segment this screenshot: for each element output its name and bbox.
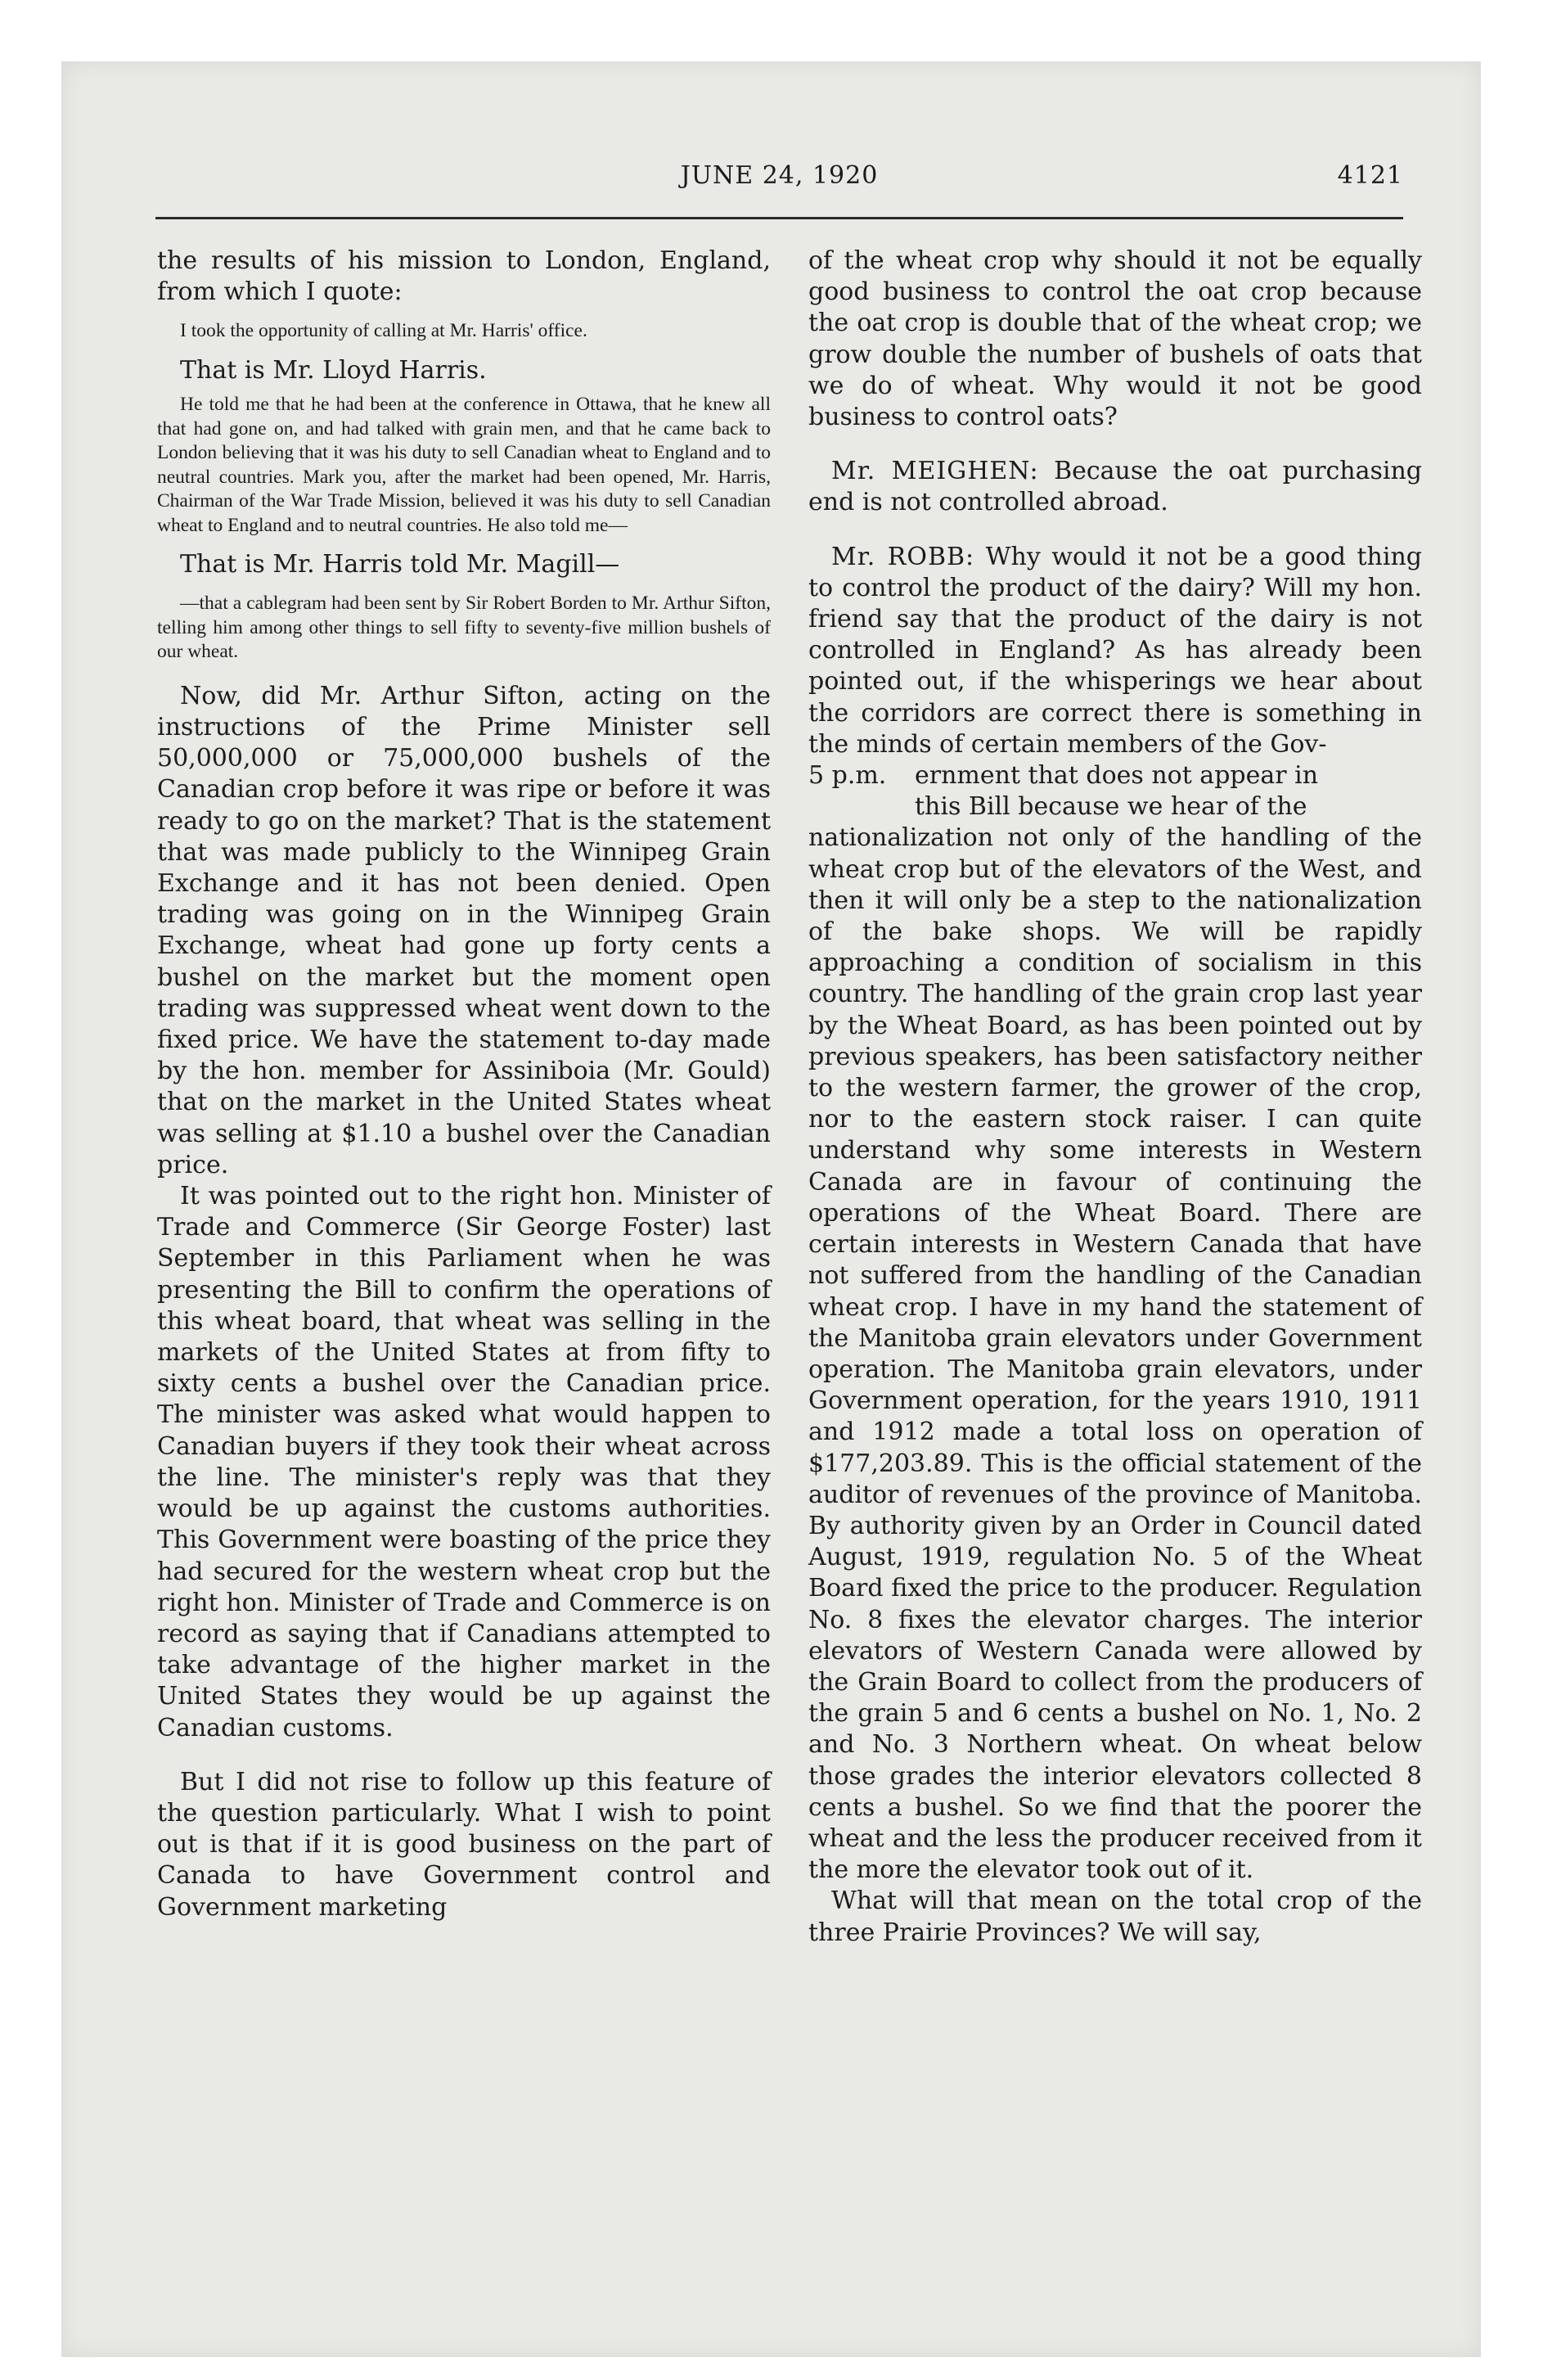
right-column <box>808 246 1422 1949</box>
quotation: I took the opportunity of calling at Mr. Harris' office. <box>180 320 587 342</box>
paragraph: It was pointed out to the right hon. Minister of Trade and Commerce (Sir George Foster) last September in this Parliament when he was presenting the Bill to confirm the operations of this wheat board, that wheat was selling in the markets of the United States at from fifty to sixty cents a bushel over the Canadian price. The minister was asked what would happen to Canadian buyers if they took their wheat across the line. The minister's reply was that they would be up against the customs authorities. This Government were boasting of the price they had secured for the western wheat crop but the right hon. Minister of Trade and Commerce is on record as saying that if Canadians attempted to take advantage of the higher market in the United States they would be up against the Canadian customs. <box>157 1182 771 1742</box>
speech-text: nationalization not only of the handling of the wheat crop but of the elevators of the West, and then it will only be a step to the nationalization of the bake shops. We will be rapidly approaching a condition of socialism in this country. The handling of the grain crop last year by the Wheat Board, as has been pointed out by previous speakers, has been satisfactory neither to the western farmer, the grower of the crop, nor to the eastern stock raiser. I can quite understand why some interests in Western Canada are in favour of continuing the operations of the Wheat Board. There are certain interests in Western Canada that have not suffered from the handling of the Canadian wheat crop. I have in my hand the statement of the Manitoba grain elevators under Government operation. The Manitoba grain elevators, under Government operation, for the years 1910, 1911 and 1912 made a total loss on operation of $177,203.89. This is the official statement of the auditor of revenues of the province of Manitoba. By authority given by an Order in Council dated August, 1919, regulation No. 5 of the Wheat Board fixed the price to the producer. Regulation No. 8 fixes the elevator charges. The interior elevators of Western Canada were allowed by the Grain Board to collect from the producers of the grain 5 and 6 cents a bushel on No. 1, No. 2 and No. 3 Northern wheat. On wheat below those grades the interior elevators collected 8 cents a bushel. So we find that the poorer the wheat and the less the producer received from it the more the elevator took out of it. <box>808 823 1422 1885</box>
text-line: this Bill because we hear of the <box>915 792 1307 822</box>
paragraph: Now, did Mr. Arthur Sifton, acting on the instructions of the Prime Minister sell 50,000,000 or 75,000,000 bushels of the Canadian crop before it was ripe or before it was ready to go on the market? That is the statement that was made publicly to the Winnipeg Grain Exchange and it has not been denied. Open trading was going on in the Winnipeg Grain Exchange, wheat had gone up forty cents a bushel on the market but the moment open trading was suppressed wheat went down to the fixed price. We have the statement to-day made by the hon. member for Assiniboia (Mr. Gould) that on the market in the United States wheat was selling at $1.10 a bushel over the Canadian price. <box>157 681 771 1179</box>
speaker-name: Mr. MEIGHEN: <box>831 457 1039 486</box>
quotation: —that a cablegram had been sent by Sir Robert Borden to Mr. Arthur Sifton, telling him among other things to sell fifty to seventy-five million bushels of our wheat. <box>157 593 771 663</box>
paragraph: That is Mr. Lloyd Harris. <box>180 355 487 385</box>
speech <box>808 542 1422 760</box>
quotation: He told me that he had been at the conference in Ottawa, that he knew all that had gone on, and had talked with grain men, and that he came back to London believing that it was his duty to sell Canadian wheat to England and to neutral countries. Mark you, after the market had been opened, Mr. Harris, Chairman of the War Trade Mission, believed it was his duty to sell Canadian wheat to England and to neutral countries. He also told me— <box>157 394 771 536</box>
text-line: ernment that does not appear in <box>915 761 1319 791</box>
time-margin-note: 5 p.m. <box>808 761 887 791</box>
speech <box>808 456 1422 518</box>
paragraph: But I did not rise to follow up this feature of the question particularly. What I wish to point out is that if it is good business on the part of Canada to have Government control and Government marketing <box>157 1767 771 1922</box>
page-header <box>155 161 1403 210</box>
page-number: 4121 <box>1337 161 1403 190</box>
header-date: JUNE 24, 1920 <box>680 161 879 190</box>
paragraph: the results of his mission to London, England, from which I quote: <box>157 246 771 307</box>
left-column <box>157 246 771 1923</box>
paragraph: of the wheat crop why should it not be equally good business to control the oat crop because the oat crop is double that of the wheat crop; we grow double the number of bushels of oats that we do of wheat. Why would it not be good business to control oats? <box>808 246 1422 432</box>
speech-text <box>915 760 1422 823</box>
margin-note-row <box>808 760 1422 823</box>
speech-text: Because the oat purchasing end is not controlled abroad. <box>808 457 1422 517</box>
paragraph: What will that mean on the total crop of the three Prairie Provinces? We will say, <box>808 1886 1422 1947</box>
paragraph: That is Mr. Harris told Mr. Magill— <box>180 550 620 579</box>
speaker-name: Mr. ROBB: <box>831 542 975 571</box>
speech-text: Why would it not be a good thing to control the product of the dairy? Will my hon. friend say that the product of the dairy is not controlled in England? As has already been pointed out, if the whisperings we hear about the corridors are correct there is something in the minds of certain members of the Gov- <box>808 542 1422 759</box>
header-rule <box>155 217 1403 219</box>
